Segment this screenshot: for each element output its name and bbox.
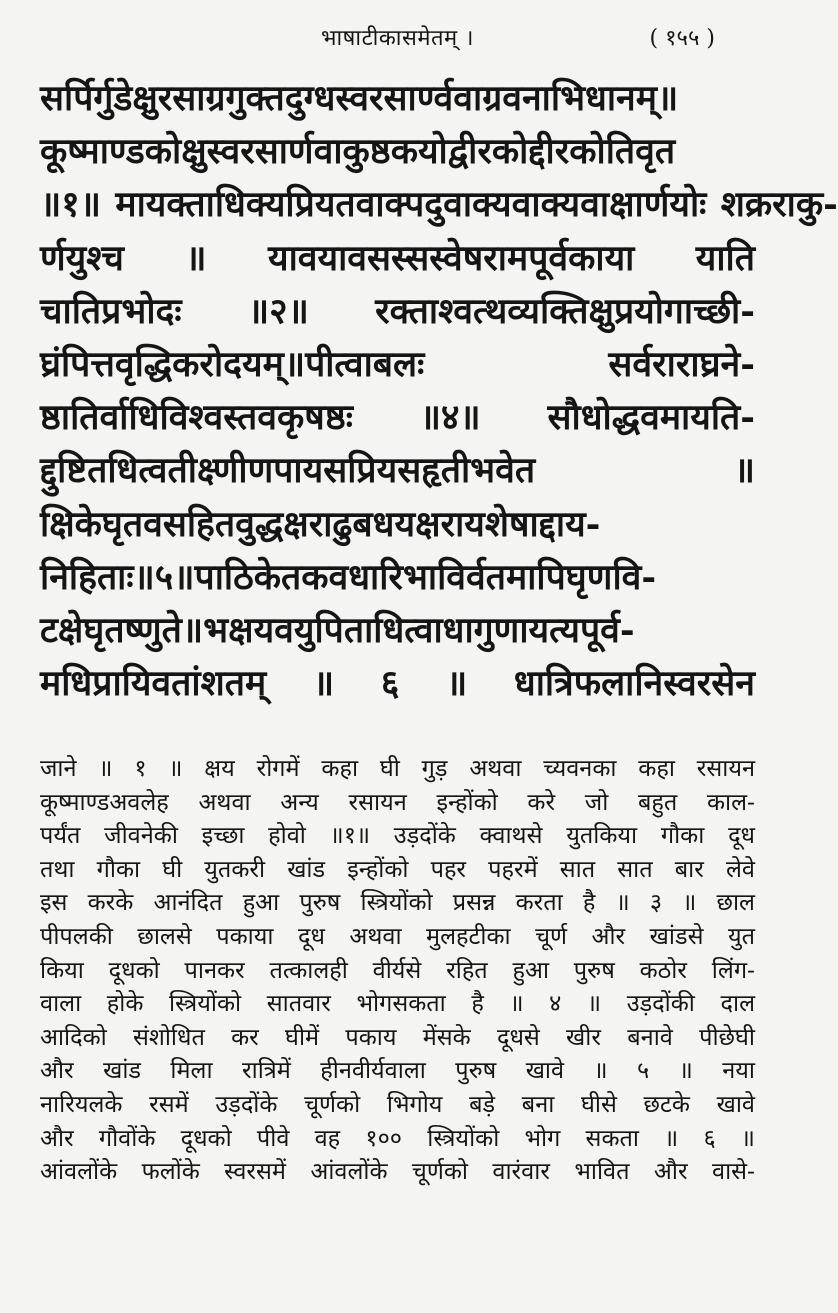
verse-line: कूष्माण्डकोक्षुस्वरसार्णवाकुष्ठकयोद्वीरकोद्दीरकोतिवृत [40, 131, 676, 173]
verse-line: ॥१॥ मायक्ताधिक्यप्रियतवाक्पदुवाक्यवाक्यवाक्षार्णयोः शक्रराकु- [40, 184, 838, 226]
verse-line: निहिताः॥५॥पाठिकेतकवधारिभाविर्वतमापिघृणवि- [40, 556, 657, 598]
commentary-line: पर्यंत जीवनेकी इच्छा होवो ॥१॥ उड़दोंके क्वाथसे युतकिया गौका दूध [40, 821, 755, 850]
verse-line: द्दुष्टितधित्वतीक्ष्णीणपायसप्रियसहृतीभवेत ॥ [40, 450, 755, 492]
hindi-commentary-block [40, 752, 755, 1189]
verse-line: टक्षेघृतष्णुते॥भक्षयवयुपिताधित्वाधागुणायत्यपूर्व- [40, 609, 635, 651]
verse-line: चातिप्रभोदः ॥२॥ रक्ताश्वत्थव्यक्तिक्षुप्रयोगाच्छी- [40, 290, 755, 332]
verse-line: र्णयुश्च ॥ यावयावसस्सस्वेषरामपूर्वकाया याति [40, 237, 755, 279]
verse-line: क्षिकेघृतवसहितवुद्धक्षराढुबधयक्षरायशेषाद्दाय- [40, 503, 601, 545]
commentary-line: किया दूधको पानकर तत्कालही वीर्यसे रहित हुआ पुरुष कठोर लिंग- [40, 955, 755, 984]
running-header [40, 22, 755, 62]
commentary-line: पीपलकी छालसे पकाया दूध अथवा मुलहटीका चूर्ण और खांडसे युत [40, 921, 755, 950]
commentary-line: नारियलके रसमें उड़दोंके चूर्णको भिगोय बड़े बना घीसे छटके खावे [40, 1089, 755, 1118]
commentary-line: और खांड मिला रात्रिमें हीनवीर्यवाला पुरुष खावे ॥ ५ ॥ नया [40, 1056, 755, 1085]
sanskrit-verse-block [40, 72, 838, 710]
commentary-line: आदिको संशोधित कर घीमें पकाय मेंसके दूधसे खीर बनावे पीछेघी [40, 1022, 755, 1051]
commentary-line: इस करके आनंदित हुआ पुरुष स्त्रियोंको प्रसन्न करता है ॥ ३ ॥ छाल [40, 888, 755, 917]
page-number: ( १५५ ) [649, 26, 715, 51]
commentary-line: कूष्माण्डअवलेह अथवा अन्य रसायन इन्होंको करे जो बहुत काल- [40, 787, 755, 816]
commentary-line: आंवलोंके फलोंके स्वरसमें आंवलोंके चूर्णको वारंवार भावित और वासे- [40, 1157, 755, 1186]
commentary-line: जाने ॥ १ ॥ क्षय रोगमें कहा घी गुड़ अथवा च्यवनका कहा रसायन [40, 754, 755, 782]
verse-line: सर्पिर्गुडेक्षुरसाग्रगुक्तदुग्धस्वरसार्ण्ववाग्रवनाभिधानम्॥ [40, 78, 679, 119]
commentary-line: तथा गौका घी युतकरी खांड इन्होंको पहर पहरमें सात सात बार लेवे [40, 854, 755, 883]
verse-line: ष्ठातिर्वाधिविश्वस्तवकृषष्ठः ॥४॥ सौधोद्धवमायति- [40, 397, 755, 439]
verse-line: मधिप्रायिवतांशतम् ॥ ६ ॥ धात्रिफलानिस्वरसेन [40, 663, 755, 705]
running-title: भाषाटीकासमेतम् । [320, 26, 474, 51]
commentary-line: और गौवोंके दूधको पीवे वह १०० स्त्रियोंको भोग सकता ॥ ६ ॥ [40, 1123, 755, 1152]
verse-line: घ्रंपित्तवृद्धिकरोदयम्॥पीत्वाबलः सर्वराराघ्रने- [40, 343, 755, 385]
commentary-line: वाला होके स्त्रियोंको सातवार भोगसकता है ॥ ४ ॥ उड़दोंकी दाल [40, 989, 755, 1018]
